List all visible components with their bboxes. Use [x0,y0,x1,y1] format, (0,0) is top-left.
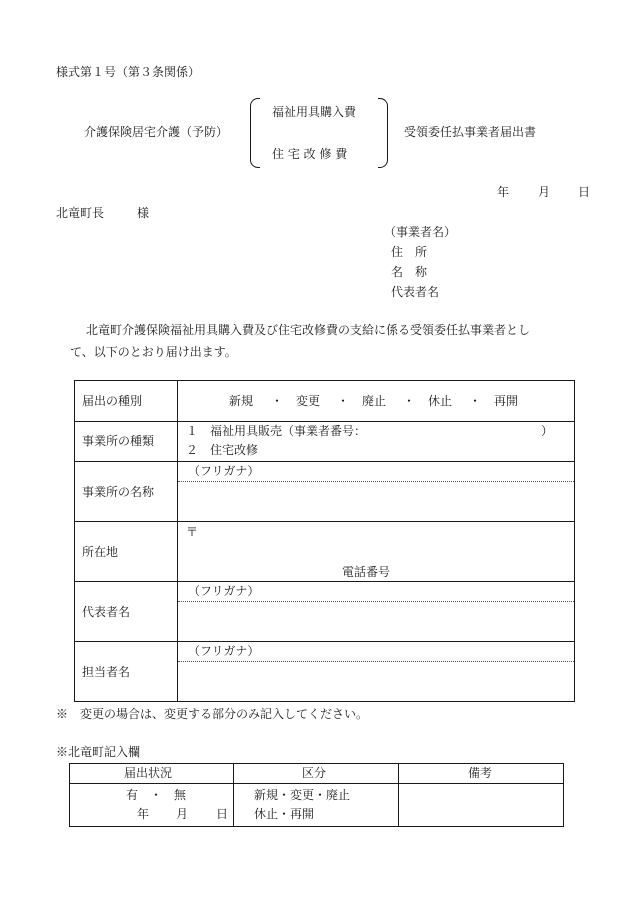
option-abolish[interactable]: 廃止 [362,394,387,408]
office-type-label: 事業所の種類 [82,434,155,448]
office-type-housing-renovation[interactable]: ２ 住宅改修 [186,443,259,457]
office-use-header-category: 区分 [302,766,327,780]
status-month-label: 月 [176,807,189,821]
office-use-header-status: 届出状況 [124,766,173,780]
option-separator: ・ [403,394,416,408]
office-use-header-remarks: 備考 [468,766,493,780]
representative-label: 代表者名 [82,605,131,619]
title-option-equipment: 福祉用具購入費 [272,105,357,119]
option-separator: ・ [337,394,350,408]
phone-number-label: 電話番号 [342,565,391,579]
office-name-furigana-label: （フリガナ） [188,464,260,478]
business-representative-label: 代表者名 [391,285,440,299]
category-line2: 休止・再開 [254,807,315,821]
addressee-name: 北竜町長 [56,206,105,220]
addressee-honorific: 様 [137,206,150,220]
change-note: ※ 変更の場合は、変更する部分のみ記入してください。 [56,707,369,721]
option-resume[interactable]: 再開 [494,394,519,408]
office-use-heading: ※北竜町記入欄 [56,745,141,759]
option-suspend[interactable]: 休止 [428,394,453,408]
body-text-line2: て、以下のとおり届け出ます。 [70,345,237,359]
location-label: 所在地 [82,545,119,559]
form-number: 様式第１号（第３条関係） [56,65,201,79]
category-line1: 新規・変更・廃止 [254,788,351,802]
title-right-bracket [378,98,388,168]
option-separator: ・ [469,394,482,408]
business-heading: （事業者名） [384,225,457,239]
option-change[interactable]: 変更 [296,394,321,408]
title-prefix: 介護保険居宅介護（予防） [84,125,229,139]
status-year-label: 年 [137,807,150,821]
date-month-label: 月 [538,185,551,199]
office-name-label: 事業所の名称 [82,485,155,499]
option-separator: ・ [271,394,284,408]
date-year-label: 年 [497,185,510,199]
representative-furigana-label: （フリガナ） [188,584,260,598]
contact-person-label: 担当者名 [82,665,131,679]
title-suffix: 受領委任払事業者届出書 [404,125,537,139]
office-number-close: ） [541,424,554,438]
office-type-welfare-equipment[interactable]: １ 福祉用具販売（事業者番号： [186,424,367,438]
status-yes-no: 有 ・ 無 [126,788,187,802]
postal-mark: 〒 [186,525,199,539]
notification-type-label: 届出の種別 [82,394,143,408]
date-day-label: 日 [578,185,591,199]
body-text-line1: 北竜町介護保険福祉用具購入費及び住宅改修費の支給に係る受領委任払事業者とし [86,323,531,337]
title-left-bracket [250,98,260,168]
option-new[interactable]: 新規 [229,394,254,408]
business-name-label: 名 称 [391,265,428,279]
status-day-label: 日 [216,807,229,821]
title-option-housing: 住 宅 改 修 費 [272,147,348,161]
business-address-label: 住 所 [391,245,428,259]
contact-furigana-label: （フリガナ） [188,644,260,658]
